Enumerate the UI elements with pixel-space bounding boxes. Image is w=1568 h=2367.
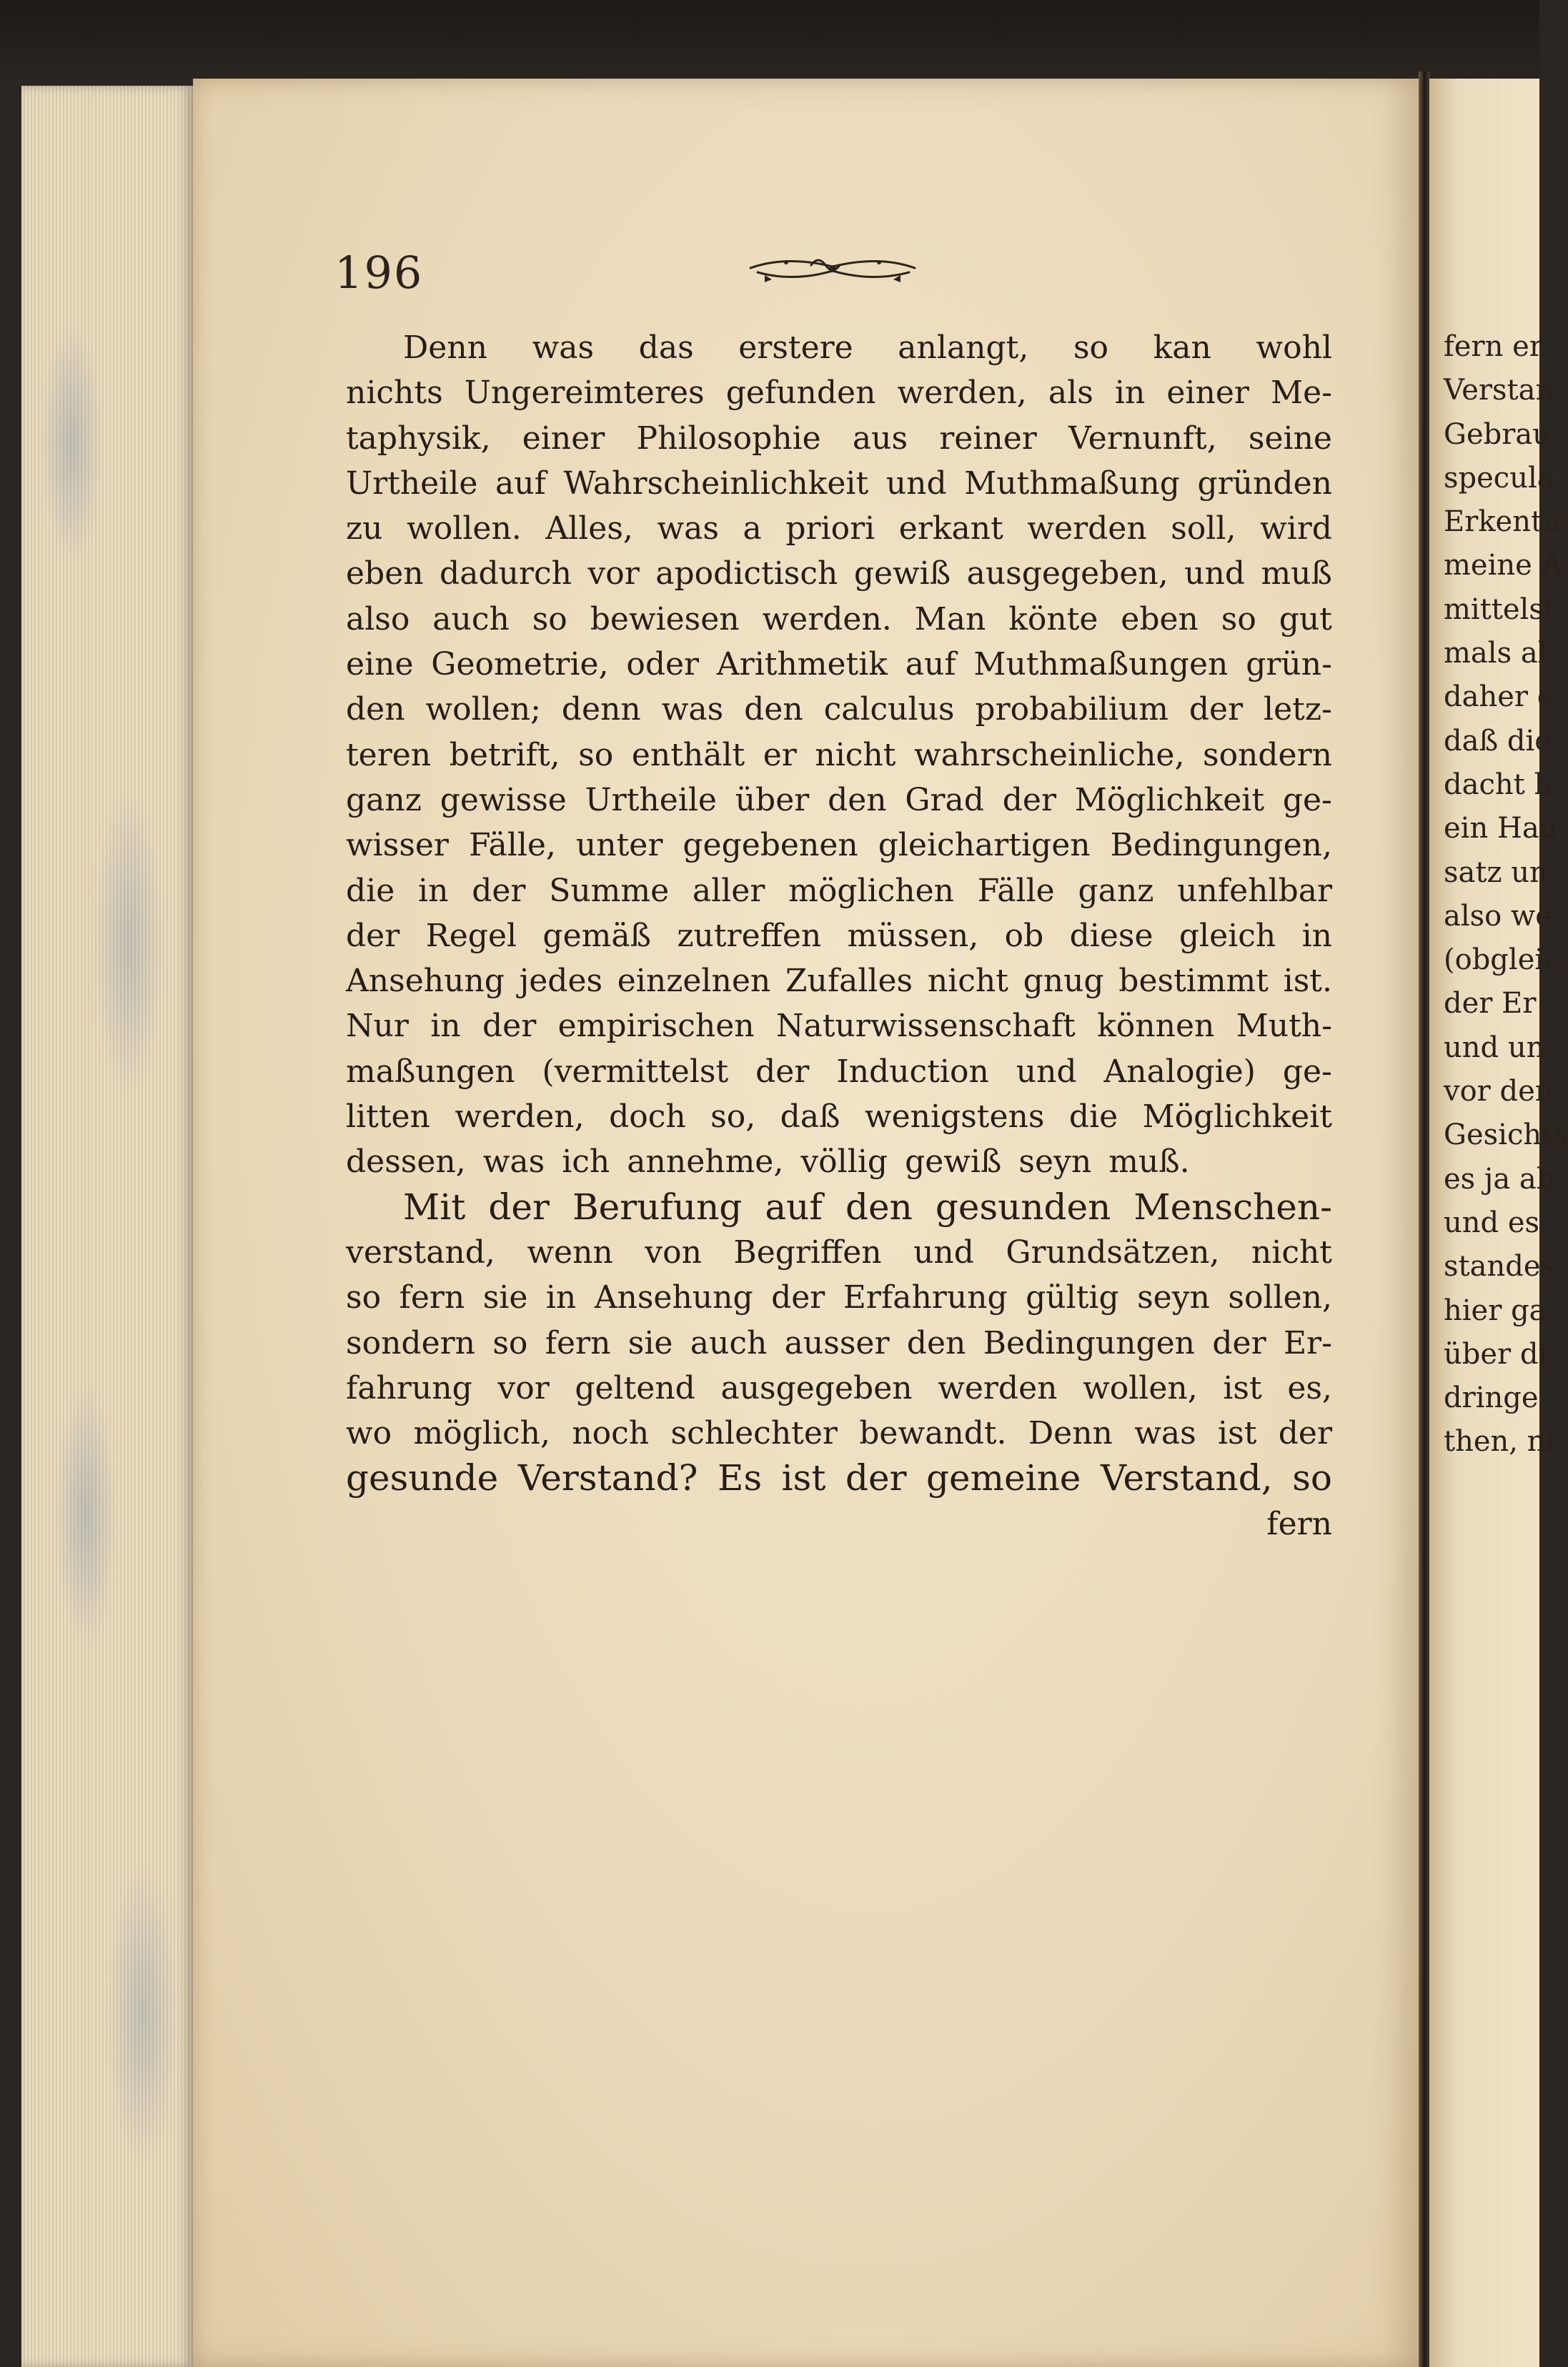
facing-text-line: (obgleic [1444,943,1560,977]
text-line: ganz gewisse Urtheile über den Grad der Möglichkeit ge- [346,781,1332,818]
text-line: so fern sie in Ansehung der Erfahrung gültig seyn sollen, [346,1279,1332,1316]
dark-backdrop [0,0,1539,79]
facing-text-line: ein Hau [1444,812,1558,845]
text-line: teren betrift, so enthält er nicht wahrscheinliche, sondern [346,736,1332,773]
text-line: der Regel gemäß zutreffen müssen, ob diese gleich in [346,917,1332,954]
facing-text-line: und es [1444,1206,1540,1239]
page-number: 196 [334,247,424,299]
text-line: den wollen; denn was den calculus probabilium der letz- [346,691,1332,728]
text-line: gesunde Verstand? Es ist der gemeine Verstand, so [346,1457,1332,1499]
text-line: wisser Fälle, unter gegebenen gleichartigen Bedingungen, [346,827,1332,864]
facing-text-line: fern er [1444,330,1543,363]
facing-text-line: Verstan [1444,374,1554,407]
book-gutter [1419,71,1430,2367]
text-line: dessen, was ich annehme, völlig gewiß seyn muß. [346,1143,1190,1181]
text-line: Nur in der empirischen Naturwissenschaft können Muth- [346,1008,1332,1045]
facing-text-line: dacht h [1444,768,1553,801]
facing-text-line: Erkentn [1444,505,1561,539]
page-edges-stack [21,86,193,2367]
catchword: fern [1266,1505,1332,1542]
facing-text-line: satz un [1444,855,1548,889]
text-line: eine Geometrie, oder Arithmetik auf Muthmaßungen grün- [346,646,1332,683]
main-text-block [346,325,1332,1547]
facing-text-line: dringe [1444,1381,1539,1415]
facing-text-line: es ja ab [1444,1162,1555,1196]
facing-text-line: meine A [1444,549,1562,582]
facing-text-line: specula [1444,461,1554,495]
text-line: Denn was das erstere anlangt, so kan wohl [403,329,1332,366]
facing-text-line: also we [1444,899,1552,933]
text-line: Mit der Berufung auf den gesunden Menschen- [403,1186,1332,1228]
text-line: taphysik, einer Philosophie aus reiner Vernunft, seine [346,420,1332,457]
facing-text-line: über di [1444,1337,1548,1371]
facing-text-line: daß die [1444,724,1552,758]
text-line: wo möglich, noch schlechter bewandt. Denn was ist der [346,1415,1332,1452]
facing-text-line: daher e [1444,680,1554,714]
facing-text-line: vor den [1444,1075,1554,1108]
text-line: maßungen (vermittelst der Induction und Analogie) ge- [346,1053,1332,1090]
facing-text-line: then, ni [1444,1425,1555,1459]
text-line: Urtheile auf Wahrscheinlichkeit und Muthmaßung gründen [346,465,1332,502]
facing-text-line: hier ga [1444,1294,1547,1327]
facing-text-line: mittelst [1444,592,1555,626]
printers-ornament-icon [743,247,922,289]
facing-text-line: Gesichts [1444,1118,1568,1152]
text-line: verstand, wenn von Begriffen und Grundsätzen, nicht [346,1234,1332,1271]
facing-page-text [1444,325,1568,1464]
facing-text-line: mals al [1444,637,1547,670]
facing-text-line: der Er [1444,987,1537,1021]
text-line: fahrung vor geltend ausgegeben werden wollen, ist es, [346,1369,1332,1406]
text-line: die in der Summe aller möglichen Fälle ganz unfehlbar [346,872,1332,909]
text-line: nichts Ungereimteres gefunden werden, als in einer Me- [346,374,1332,412]
facing-text-line: und un [1444,1031,1545,1064]
text-line: Ansehung jedes einzelnen Zufalles nicht gnug bestimmt ist. [346,963,1332,1000]
facing-text-line: standes [1444,1250,1556,1284]
text-line: also auch so bewiesen werden. Man könte eben so gut [346,600,1332,637]
text-line: zu wollen. Alles, was a priori erkant werden soll, wird [346,510,1332,547]
text-line: litten werden, doch so, daß wenigstens die Möglichkeit [346,1098,1332,1136]
text-line: sondern so fern sie auch ausser den Bedingungen der Er- [346,1324,1332,1361]
text-line: eben dadurch vor apodictisch gewiß ausgegeben, und muß [346,555,1332,592]
facing-text-line: Gebrau [1444,417,1551,451]
